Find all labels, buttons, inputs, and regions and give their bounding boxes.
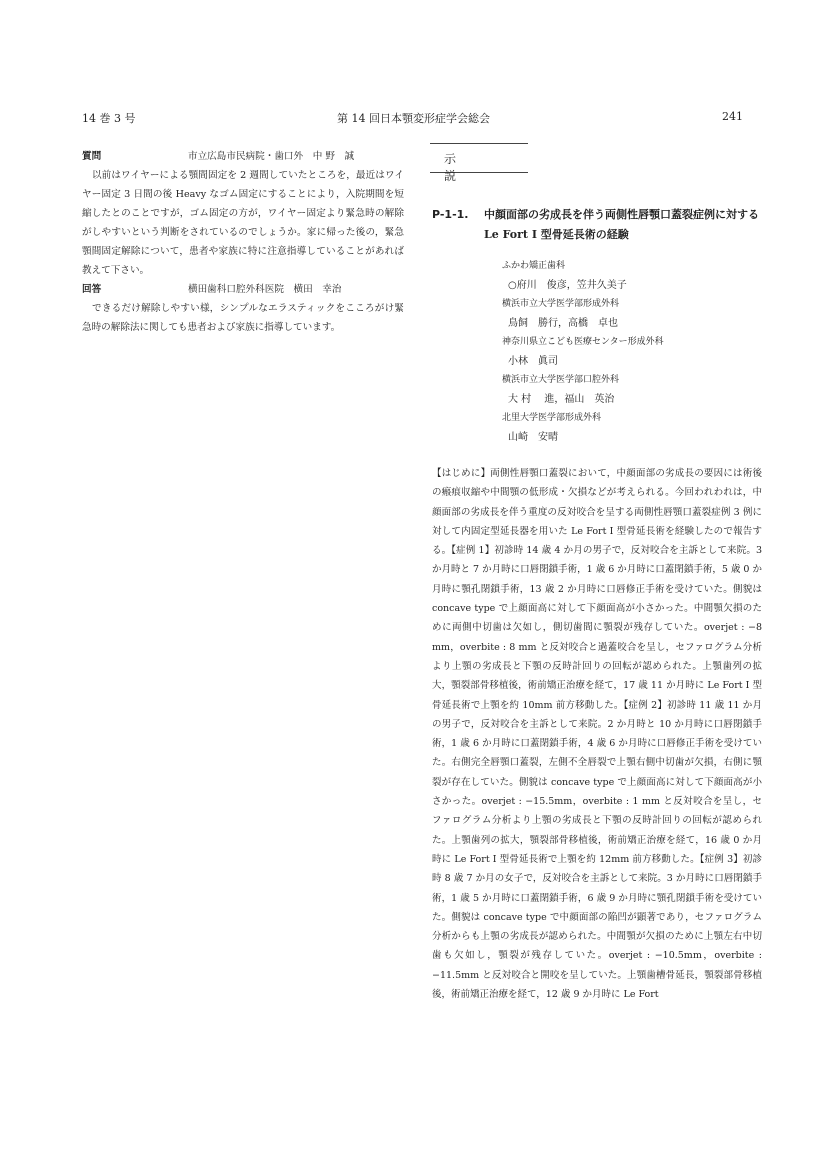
conference-title: 第 14 回日本顎変形症学会総会 bbox=[337, 112, 490, 125]
poster-title: 中顔面部の劣成長を伴う両側性唇顎口蓋裂症例に対する Le Fort I 型骨延長術の経験 bbox=[484, 208, 759, 241]
author-list bbox=[502, 257, 762, 447]
author-names: ○府川 俊彦，笠井久美子 bbox=[508, 280, 627, 291]
abstract-body: 【はじめに】両側性唇顎口蓋裂において，中顔面部の劣成長の要因には術後の瘢痕収縮や中間顎の低形成・欠損などが考えられる。今回われわれは，中顔面部の劣成長を伴う重度の反対咬合を呈する両側性唇顎口蓋裂症例 3 例に対して内固定型延長器を用いた Le Fort I 型骨延長術を経験したので報告する。【症例 1】初診時 14 歳 4 か月の男子で，反対咬合を主訴として来院。3 か月時と 7 か月時に口唇閉鎖手術，1 歳 6 か月時に口蓋閉鎖手術，5 歳 0 か月時に顎孔閉鎖手術，13 歳 2 か月時に口唇修正手術を受けていた。側貌は concave type で上顔面高に対して下顔面高が小さかった。中間顎欠損のために両側中切歯は欠如し，側切歯間に顎裂が残存していた。overjet : −8 mm，overbite : 8 mm と反対咬合と過蓋咬合を呈し，セファログラム分析より上顎の劣成長と下顎の反時計回りの回転が認められた。上顎歯列の拡大，顎裂部骨移植後，術前矯正治療を経て，17 歳 11 か月時に Le Fort I 型骨延長術で上顎を約 10mm 前方移動した。【症例 2】初診時 11 歳 11 か月の男子で，反対咬合を主訴として来院。2 か月時と 10 か月時に口唇閉鎖手術，1 歳 6 か月時に口蓋閉鎖手術，4 歳 6 か月時に口唇修正手術を受けていた。右側完全唇顎口蓋裂，左側不全唇裂で上顎右側中切歯が欠損，右側に顎裂が存在していた。側貌は concave type で上顔面高に対して下顔面高が小さかった。overjet : −15.5mm，overbite : 1 mm と反対咬合を呈し，セファログラム分析より上顎の劣成長と下顎の反時計回りの回転が認められた。上顎歯列の拡大，顎裂部骨移植後，術前矯正治療を経て，16 歳 0 か月時に Le Fort I 型骨延長術で上顎を約 12mm 前方移動した。【症例 3】初診時 8 歳 7 か月の女子で，反対咬合を主訴として来院。3 か月時に口唇閉鎖手術，1 歳 5 か月時に口蓋閉鎖手術，6 歳 9 か月時に顎孔閉鎖手術を受けていた。側貌は concave type で中顔面部の陥凹が顕著であり，セファログラム分析からも上顎の劣成長が認められた。中間顎が欠損のために上顎左右中切歯も欠如し，顎裂が残存していた。overjet : −10.5mm，overbite : −11.5mm と反対咬合と開咬を呈していた。上顎歯槽骨延長，顎裂部骨移植後，術前矯正治療を経て，12 歳 9 か月時に Le Fort bbox=[432, 468, 762, 1001]
answer-text: できるだけ解除しやすい様，シンプルなエラスティックをこころがけ緊急時の解除法に関しても患者および家族に指導しています。 bbox=[82, 303, 404, 333]
author-institution: 横浜市立大学医学部口腔外科 bbox=[502, 375, 620, 385]
page-number: 241 bbox=[722, 110, 743, 123]
answer-label: 回答 bbox=[82, 284, 102, 295]
question-label: 質問 bbox=[82, 151, 102, 162]
question-heading bbox=[82, 147, 404, 166]
author-institution: 横浜市立大学医学部形成外科 bbox=[502, 299, 620, 309]
poster-number: P-1-1. bbox=[432, 208, 469, 221]
answer-affiliation: 横田歯科口腔外科医院 横田 幸治 bbox=[188, 284, 342, 295]
author-names: 小林 眞司 bbox=[508, 356, 558, 367]
answer-heading bbox=[82, 280, 404, 299]
question-affiliation: 市立広島市民病院・歯口外 中 野 誠 bbox=[188, 151, 355, 162]
section-heading bbox=[430, 143, 528, 183]
author-institution: 北里大学医学部形成外科 bbox=[502, 413, 602, 423]
question-text: 以前はワイヤーによる顎間固定を 2 週間していたところを，最近はワイヤー固定 3 日間の後 Heavy なゴム固定にすることにより，入院期間を短縮したとのことですが，ゴム固定の方が，ワイヤー固定より緊急時の解除がしやすいという判断をされているのでしょうか。家に帰った後の，緊急顎間固定解除について，患者や家族に特に注意指導していることがあれば教えて下さい。 bbox=[82, 170, 404, 276]
page-header bbox=[0, 110, 827, 126]
poster-abstract bbox=[432, 205, 762, 1004]
author-institution: ふかわ矯正歯科 bbox=[502, 261, 566, 271]
volume-issue: 14 巻 3 号 bbox=[82, 112, 136, 125]
author-institution: 神奈川県立こども医療センター形成外科 bbox=[502, 337, 664, 347]
poster-title-block bbox=[432, 205, 762, 245]
author-names: 鳥飼 勝行，高橋 卓也 bbox=[508, 318, 618, 329]
section-title: 示説 bbox=[444, 152, 493, 183]
author-names: 大 村 進，福山 英治 bbox=[508, 394, 615, 405]
author-names: 山崎 安晴 bbox=[508, 432, 558, 443]
left-column bbox=[82, 147, 404, 337]
